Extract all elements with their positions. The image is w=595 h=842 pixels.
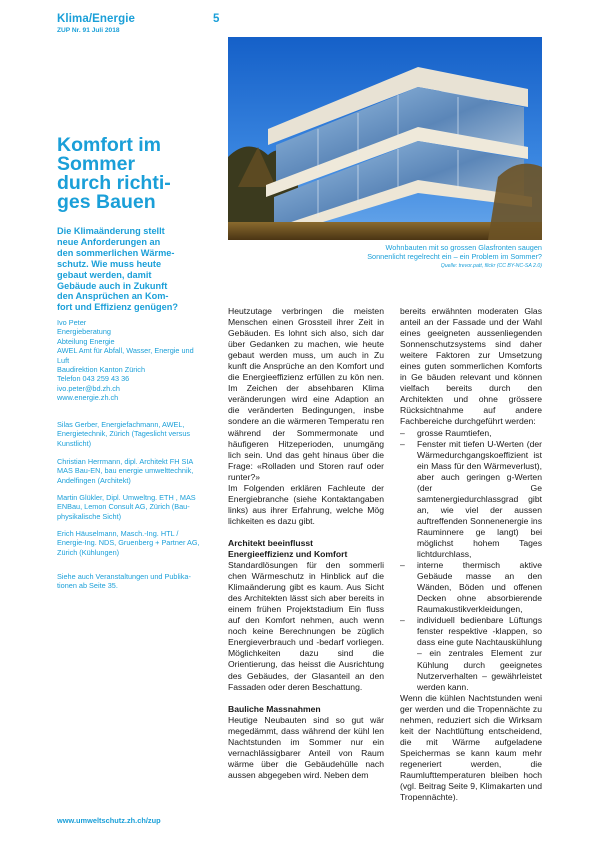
section-title: Klima/Energie (57, 13, 135, 25)
body-line: nen. Im Zeichen der absehbaren Klima (228, 372, 384, 394)
body-line: se kann kaum mehr regeneriert werden, (400, 747, 543, 769)
body-line: Wenn die kühlen Nachtstunden weni (400, 692, 542, 703)
body-line: Fachbereiche durchgeführt werden: (400, 416, 536, 427)
body-line: weitere Faktoren zur Umsetzung eines (400, 350, 542, 372)
body-line: mit Wärme aufgeladene Speichermas (400, 736, 543, 758)
body-line: Heutzutage verbringen die meisten (228, 306, 384, 316)
body-line: (vgl. Beitrag Seite 9, Klimakarten und (400, 781, 542, 792)
body-line: wärme über die Gebäudehülle nach (228, 758, 384, 769)
body-line: Menschen einen Grossteil ihrer Zeit in (228, 317, 384, 328)
list-line: durch geeignetes Nutzerverhalten – (417, 659, 542, 681)
contact-email-link[interactable]: ivo.peter@bd.zh.ch (57, 383, 120, 393)
list-line: dass eine gute Nachtauskühlung – (417, 637, 542, 659)
body-line: chen Wärmeschutz in Hinblick auf die (228, 571, 384, 582)
body-line: bäuden relevant und können vielfach (400, 372, 542, 394)
body-line: des Gebäudes, der Glasanteil an den (228, 670, 384, 681)
body-line: Standardlösungen für den sommerli (228, 560, 384, 571)
contact-line: Baudirektion Kanton Zürich (57, 365, 146, 375)
body-line: vernachlässigbarer Anteil von Raum (228, 747, 384, 758)
body-line: Sonnenschutzsystems sind daher (400, 339, 542, 350)
subheading-line: Architekt beeinflusst (228, 537, 314, 548)
body-paragraph (228, 715, 384, 781)
list-line: masse an den Wänden, Böden und (417, 571, 543, 593)
body-line: Tropennächte). (400, 792, 458, 803)
list-item (400, 615, 542, 692)
subheading-line: Energieeffizienz und Komfort (228, 548, 348, 559)
page-number: 5 (213, 13, 220, 25)
list-line: grosse Raumtiefen, (417, 427, 492, 438)
list-line: fenster respektive -klappen, so (417, 626, 542, 637)
body-line: die veränderten Bedingungen, insbe (228, 405, 384, 416)
expert-line: Martin Glükler, Dipl. Umweltng. ETH , MAS (57, 493, 196, 502)
body-line: veränderungen wird eine Adaption an (228, 394, 384, 405)
body-line: grössere Rücksichtnahme auf andere (400, 394, 542, 416)
building-photo (228, 37, 542, 240)
body-line: fluss auf den Komfort nehmen, auch (228, 604, 384, 626)
body-line: Fassaden oder deren Beschattung. (228, 681, 363, 692)
body-line: guten sommerlichen Komforts in Ge (400, 361, 543, 383)
contact-block (57, 318, 225, 403)
expert-line: Kunstlicht) (57, 438, 92, 448)
body-line: gebaut werden muss, um auch in Zu (228, 350, 384, 361)
article-lead (57, 226, 227, 313)
body-line: ger werden und die Tropennächte zu (400, 703, 542, 714)
photo-source: Quelle: trevor.patt, flickr (CC BY-NC-SA 2.0) (440, 263, 542, 269)
list-line: auch geringen g-Werten (der Ge (417, 471, 542, 493)
expert-line: MAS Bau-EN, bau energie umwelttechnik, (57, 466, 194, 476)
list-line: Wärmedurchgangskoeffizient ist ein (417, 449, 542, 471)
body-line: züglich Energieverbrauch und -bedarf (228, 626, 385, 648)
expert-line: Erich Häuselmann, Masch.-Ing. HTL / (57, 529, 179, 538)
list-line: Fenster mit tiefen U-Werten (der (417, 438, 542, 449)
lead-line: schutz. Wie muss heute (57, 258, 162, 269)
expert-entry (57, 493, 225, 521)
subheading-architect (228, 538, 384, 560)
lead-line: gebaut werden, damit (57, 269, 152, 280)
body-line: megedämmt, dass während der kühl (228, 725, 370, 736)
contact-phone: Telefon 043 259 43 36 (57, 374, 130, 384)
list-line: offenen Decken ohne absorbierende (417, 582, 542, 604)
list-line: interne thermisch aktive Gebäude (417, 560, 542, 582)
body-line: Im Folgenden erklären Fachleute der (228, 482, 384, 493)
body-line: die Raumlufttemperaturen bleiben hoch (400, 758, 542, 780)
lead-line: fort und Effizienz genügen? (57, 302, 178, 313)
body-line: Gebäuden. Es lohnt sich also, sich dar (228, 328, 384, 339)
list-line: Mass für den Wärmeverlust), aber (417, 460, 542, 482)
photo-caption-line: Wohnbauten mit so grossen Glasfronten saugen (385, 243, 542, 252)
lead-line: Gebäude auch in Zukunft (57, 280, 168, 291)
body-line: des Architekten lässt sich aber bereits (228, 593, 378, 604)
body-line: in einem frühen Projektstadium Ein (228, 593, 384, 615)
body-line: Klimaänderung gibt es kaum. Aus Sicht (228, 582, 384, 593)
body-line: nehmen, reduziert sich die Wirksam (400, 714, 542, 725)
body-line: eines geeigneten aussenliegenden (400, 328, 542, 339)
body-line: keit der Nachtlüftung entscheidend, die (400, 725, 542, 747)
lead-line: den Ansprüchen an Kom- (57, 291, 169, 302)
article-title-line: durch richti- (57, 172, 171, 194)
body-line: ren während der Sommermonate und (228, 416, 384, 438)
subheading-measures: Bauliche Massnahmen (228, 703, 321, 714)
expert-line: Andelfingen (Architekt) (57, 475, 131, 485)
article-title-line: Sommer (57, 153, 136, 175)
body-line: wenn noch keine Berechnungen be (228, 615, 384, 637)
photo-caption (302, 243, 542, 261)
body-line: anteil an der Fassade und der Wahl (400, 317, 542, 328)
article-title-line: ges Bauen (57, 191, 156, 213)
list-line: gewährleistet werden kann. (417, 670, 542, 692)
expert-line: Christian Herrmann, dipl. Architekt FH SIA (57, 457, 194, 466)
body-line: len Nachtstunden im Sommer nur ein (228, 725, 384, 747)
expert-line: ENBau, Lemon Consult AG, Zürich (Bau- (57, 502, 190, 512)
footer-website-link[interactable]: www.umweltschutz.zh.ch/zup (57, 816, 161, 825)
body-line: Frage: «Rolladen und Storen rauf oder (228, 460, 384, 471)
body-line: über Gedanken zu machen, wie heute (228, 339, 384, 350)
body-line: vorliegen. Möglichkeiten dazu sind die (228, 637, 384, 659)
list-line: wie viel der aussen auftreffenden (417, 504, 542, 526)
body-line: Orientierung, das heisst die Ausrichtung (228, 659, 384, 670)
events-line: Siehe auch Veranstaltungen und Publika- (57, 572, 191, 581)
list-line: samtenergiedurchlassgrad gibt an, (417, 493, 542, 515)
issue-label: ZUP Nr. 91 Juli 2018 (57, 27, 120, 34)
expert-line: Energie-Ing. NDS, Gruenberg + Partner AG, (57, 538, 200, 548)
contact-line: Abteilung Energie (57, 336, 115, 346)
body-line: lichkeiten es dazu gibt. (228, 515, 315, 526)
body-line: bereits erwähnten moderaten Glas (400, 306, 542, 316)
body-line: häufigeren Hitzeperioden, unumgäng (228, 438, 384, 449)
body-line: aussen abgegeben wird. Neben dem (228, 769, 369, 780)
body-paragraph (400, 306, 542, 428)
article-title (57, 136, 227, 212)
lead-line: den sommerlichen Wärme- (57, 247, 175, 258)
list-item (400, 428, 542, 439)
contact-website-link[interactable]: www.energie.zh.ch (57, 393, 119, 403)
body-line: kunft die Ansprüche an den Komfort (228, 361, 370, 372)
photo-caption-line: Sonnenlicht regelrecht ein – ein Problem im Sommer? (367, 252, 542, 262)
list-item (400, 439, 542, 561)
body-line: bereits durch den Architekten und ohne (400, 383, 542, 405)
body-paragraph (228, 483, 384, 527)
expert-line: physikalische Sicht) (57, 511, 122, 521)
expert-entry (57, 457, 225, 485)
body-paragraph (400, 693, 542, 803)
body-paragraph (228, 560, 384, 693)
list-line: langt) bei möglichst hohem Tages (417, 526, 543, 548)
article-title-line: Komfort im (57, 134, 161, 156)
events-line: tionen ab Seite 35. (57, 581, 118, 591)
body-line: runter?» (228, 471, 261, 482)
expert-entry (57, 420, 225, 448)
list-line: Raumakustikverkleidungen, (417, 604, 523, 615)
contact-name: Ivo Peter (57, 318, 87, 327)
body-line: links) aus ihrer Erfahrung, welche Mög (228, 504, 384, 515)
body-column-2 (400, 306, 542, 803)
contact-line: Luft (57, 355, 70, 365)
list-item (400, 560, 542, 615)
body-line: sondere an die wärmeren Temperatu (228, 416, 369, 427)
expert-line: Energietechnik, Zürich (Tageslicht versus (57, 429, 191, 439)
list-line: lichtdurchlass, (417, 549, 472, 560)
lead-line: Die Klimaänderung stellt (57, 226, 165, 236)
body-paragraph (228, 306, 384, 483)
events-note (57, 572, 225, 591)
contact-line: Energieberatung (57, 327, 111, 337)
contact-line: AWEL Amt für Abfall, Wasser, Energie und (57, 346, 194, 356)
expert-entry (57, 529, 225, 557)
body-line: Energiebranche (siehe Kontaktangaben (228, 493, 384, 504)
body-column-1 (228, 306, 384, 781)
body-line: Heutige Neubauten sind so gut wär (228, 714, 384, 725)
expert-line: Zürich (Kühlungen) (57, 547, 120, 557)
lead-line: neue Anforderungen an (57, 236, 161, 247)
list-line: individuell bedienbare Lüftungs (417, 615, 542, 626)
body-line: und die Energieeffizienz erfüllen zu kön (228, 361, 384, 383)
body-line: lich sein. Und das geht hinaus über die (228, 449, 384, 460)
expert-line: Silas Gerber, Energiefachmann, AWEL, (57, 420, 185, 429)
list-line: Sonnenenergie ins Rauminnere ge (417, 515, 542, 537)
list-line: ein zentrales Element zur Kühlung (417, 648, 543, 670)
